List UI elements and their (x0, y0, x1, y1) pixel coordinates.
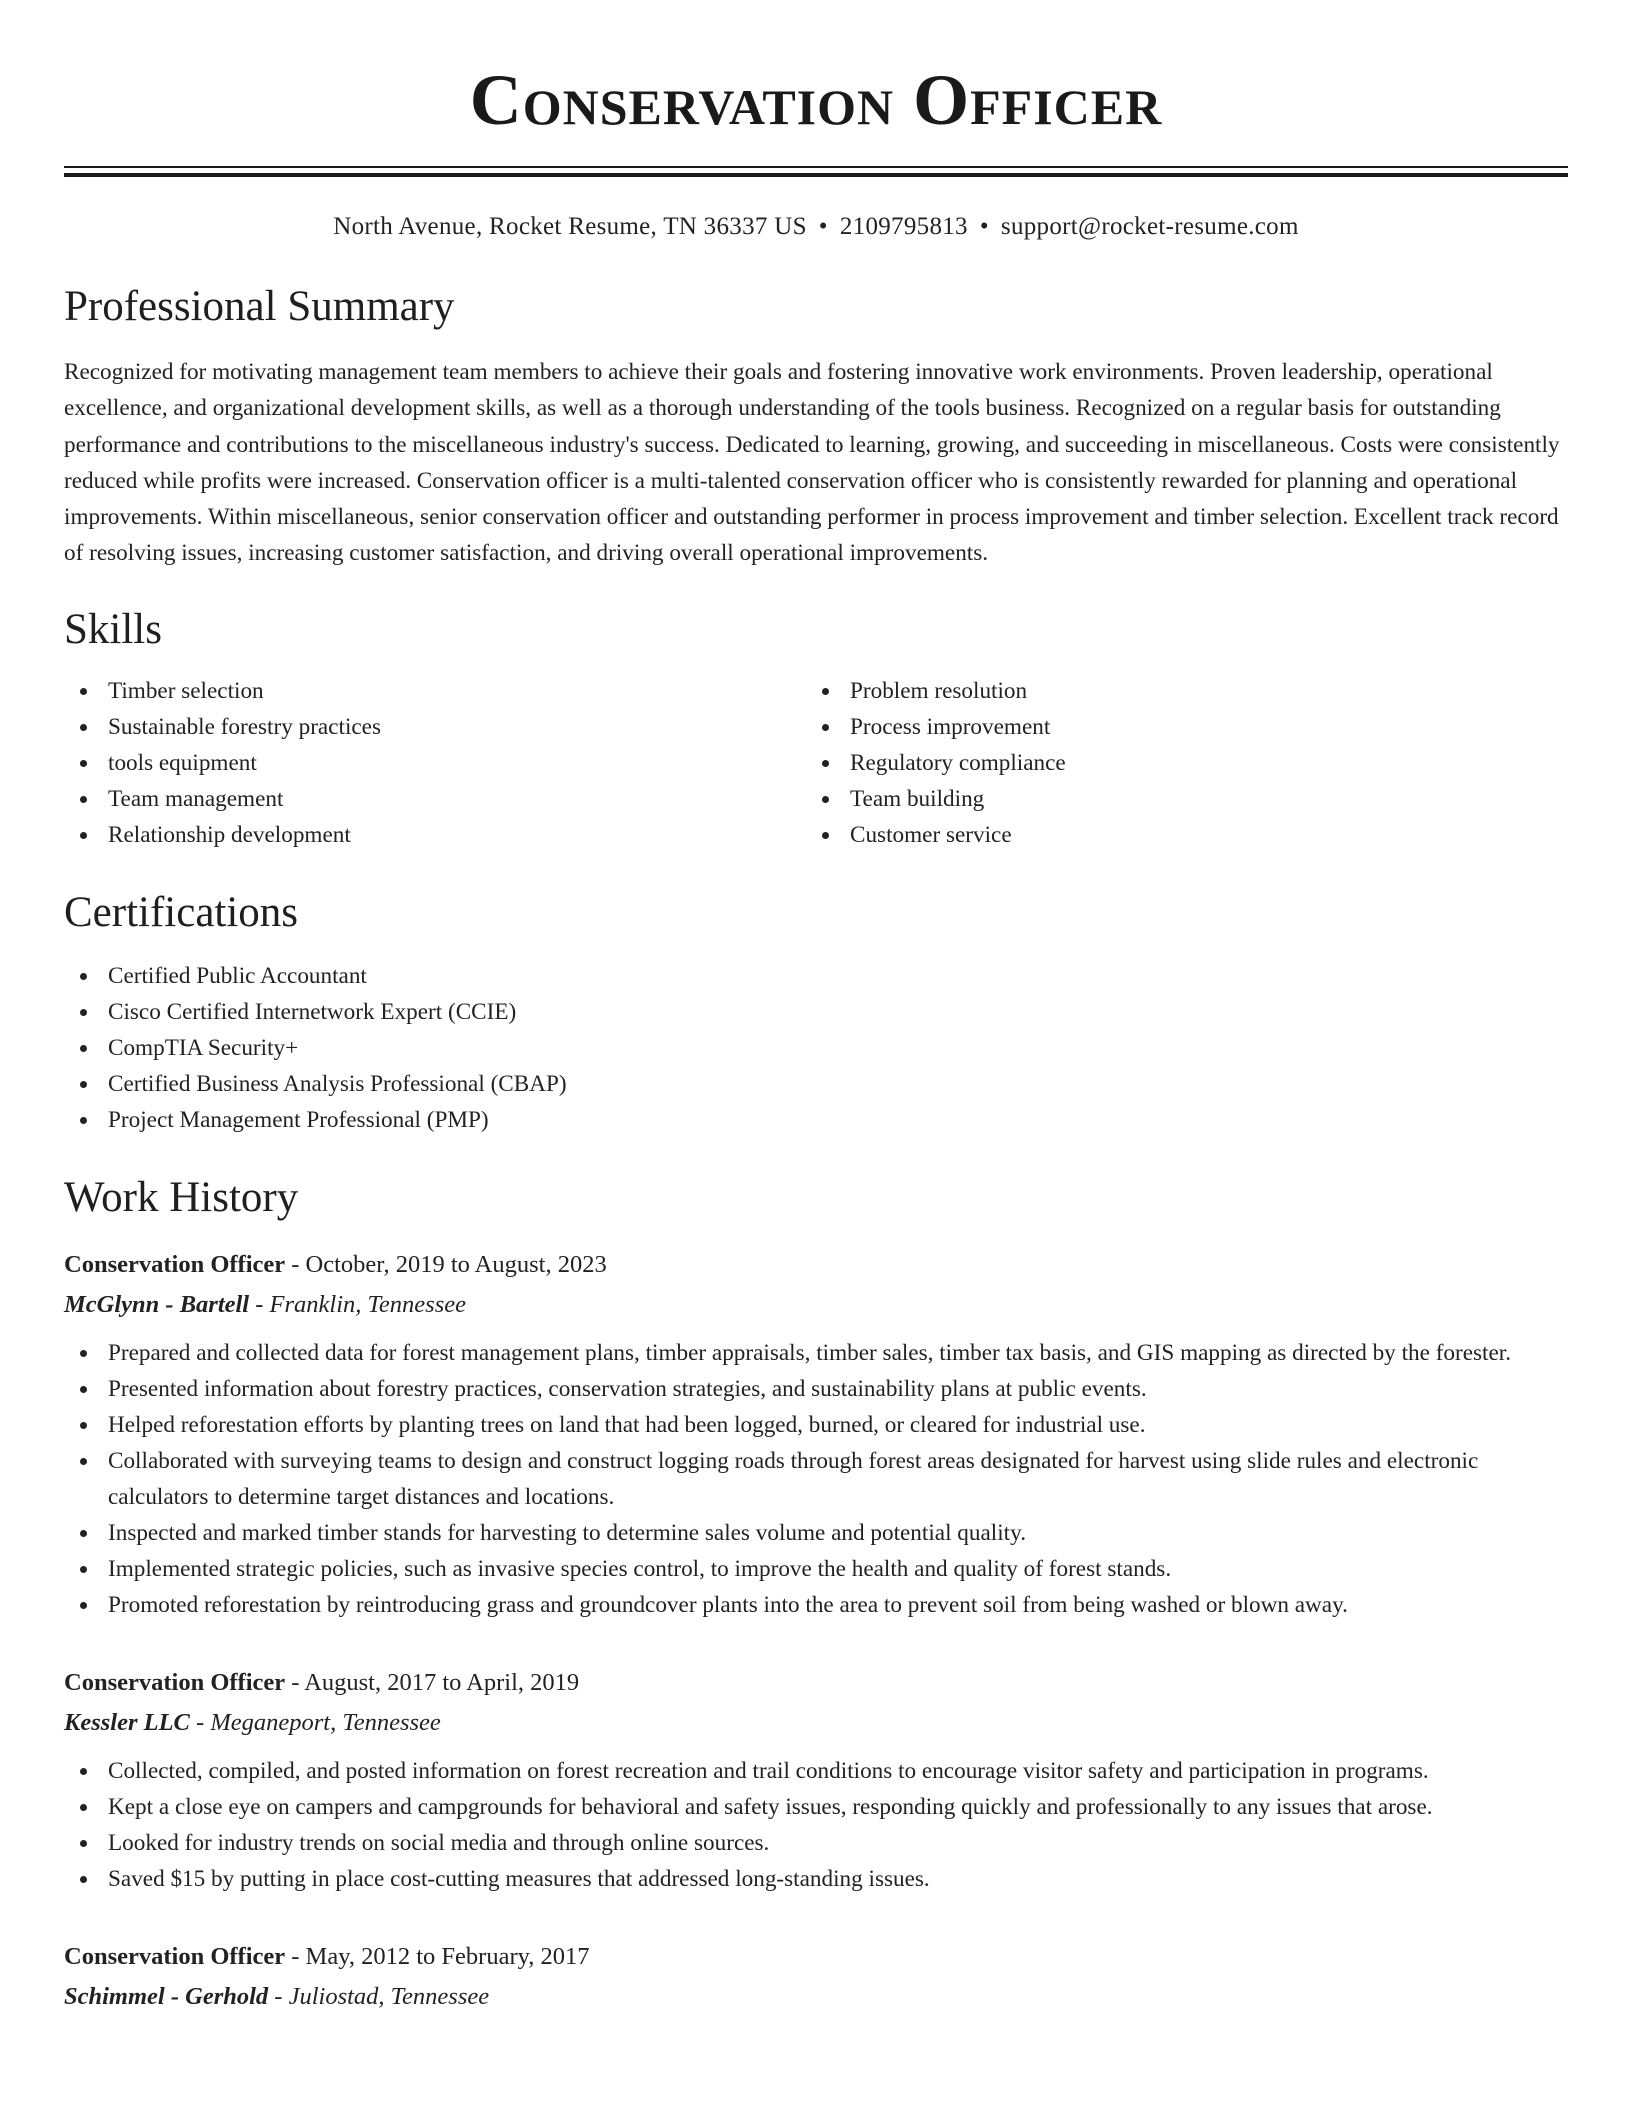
job-bullet: Collaborated with surveying teams to design and construct logging roads through forest areas designated for harvest using slide rules and electronic calculators to determine target distances and locations. (64, 1443, 1568, 1515)
job-title-line: Conservation Officer - October, 2019 to August, 2023 (64, 1250, 607, 1278)
job-bullet: Collected, compiled, and posted information on forest recreation and trail conditions to encourage visitor safety and participation in programs. (64, 1753, 1568, 1789)
job-bullet: Promoted reforestation by reintroducing grass and groundcover plants into the area to prevent soil from being washed or blown away. (64, 1587, 1568, 1623)
job-company: Kessler LLC (64, 1708, 190, 1736)
job-dates: October, 2019 to August, 2023 (305, 1250, 607, 1278)
job-title: Conservation Officer (64, 1668, 286, 1696)
skill-item: Sustainable forestry practices (64, 709, 806, 745)
job-title-line: Conservation Officer - August, 2017 to April, 2019 (64, 1668, 580, 1696)
resume-title: Conservation Officer (469, 60, 1163, 140)
skill-item: Process improvement (806, 709, 1548, 745)
job-entry (64, 1245, 1568, 1623)
certifications-heading: Certifications (64, 888, 299, 936)
job-dates: May, 2012 to February, 2017 (305, 1942, 590, 1970)
job-location: Juliostad, Tennessee (288, 1982, 490, 2010)
job-company-line: Kessler LLC - Meganeport, Tennessee (64, 1708, 441, 1736)
certification-item: Project Management Professional (PMP) (64, 1102, 1568, 1138)
skills-grid (64, 673, 1568, 853)
certification-item: CompTIA Security+ (64, 1030, 1568, 1066)
skill-item: Team building (806, 781, 1548, 817)
job-entry (64, 1937, 1568, 2017)
job-bullets (64, 1335, 1568, 1623)
certifications-list (64, 958, 1568, 1138)
job-company: Schimmel - Gerhold (64, 1982, 269, 2010)
job-company-line: McGlynn - Bartell - Franklin, Tennessee (64, 1290, 466, 1318)
job-bullet: Saved $15 by putting in place cost-cutting measures that addressed long-standing issues. (64, 1861, 1568, 1897)
skills-list-left (64, 673, 806, 853)
skills-heading: Skills (64, 605, 162, 653)
job-bullet: Prepared and collected data for forest management plans, timber appraisals, timber sales, timber tax basis, and GIS mapping as directed by the forester. (64, 1335, 1568, 1371)
job-entry (64, 1663, 1568, 1897)
job-title: Conservation Officer (64, 1250, 286, 1278)
certification-item: Certified Public Accountant (64, 958, 1568, 994)
skill-item: Team management (64, 781, 806, 817)
job-location: Franklin, Tennessee (269, 1290, 466, 1318)
contact-address: North Avenue, Rocket Resume, TN 36337 US (333, 213, 807, 240)
job-company: McGlynn - Bartell (64, 1290, 250, 1318)
summary-heading: Professional Summary (64, 283, 455, 330)
contact-line (64, 213, 1568, 241)
title-double-rule (64, 166, 1568, 177)
skill-item: Problem resolution (806, 673, 1548, 709)
resume-page (64, 0, 1568, 2017)
skill-item: Relationship development (64, 817, 806, 853)
contact-email: support@rocket-resume.com (1000, 213, 1299, 240)
job-bullet: Looked for industry trends on social media and through online sources. (64, 1825, 1568, 1861)
job-bullet: Implemented strategic policies, such as invasive species control, to improve the health and quality of forest stands. (64, 1551, 1568, 1587)
skills-list-right (806, 673, 1548, 853)
job-bullet: Kept a close eye on campers and campgrounds for behavioral and safety issues, responding quickly and professionally to any issues that arose. (64, 1789, 1568, 1825)
job-bullet: Presented information about forestry practices, conservation strategies, and sustainability plans at public events. (64, 1371, 1568, 1407)
job-bullets (64, 1753, 1568, 1897)
certification-item: Cisco Certified Internetwork Expert (CCIE) (64, 994, 1568, 1030)
certification-item: Certified Business Analysis Professional (CBAP) (64, 1066, 1568, 1102)
contact-separator: • (818, 213, 828, 240)
skill-item: Customer service (806, 817, 1548, 853)
skill-item: Regulatory compliance (806, 745, 1548, 781)
contact-phone: 2109795813 (839, 213, 968, 240)
summary-text: Recognized for motivating management team members to achieve their goals and fostering innovative work environments. Proven leadership, operational excellence, and organizational development skills, as well as a thorough understanding of the tools business. Recognized on a regular basis for outstanding performance and contributions to the miscellaneous industry's success. Dedicated to learning, growing, and succeeding in miscellaneous. Costs were consistently reduced while profits were increased. Conservation officer is a multi-talented conservation officer who is consistently rewarded for planning and operational improvements. Within miscellaneous, senior conservation officer and outstanding performer in process improvement and timber selection. Excellent track record of resolving issues, increasing customer satisfaction, and driving overall operational improvements. (64, 359, 1560, 567)
skills-column-left (64, 673, 806, 853)
job-dates: August, 2017 to April, 2019 (304, 1668, 580, 1696)
work-history-heading: Work History (64, 1173, 299, 1221)
job-bullet: Inspected and marked timber stands for harvesting to determine sales volume and potential quality. (64, 1515, 1568, 1551)
job-title: Conservation Officer (64, 1942, 286, 1970)
job-title-line: Conservation Officer - May, 2012 to February, 2017 (64, 1942, 590, 1970)
contact-separator: • (979, 213, 989, 240)
job-company-line: Schimmel - Gerhold - Juliostad, Tennessee (64, 1982, 490, 2010)
skill-item: Timber selection (64, 673, 806, 709)
skill-item: tools equipment (64, 745, 806, 781)
skills-column-right (806, 673, 1548, 853)
job-bullet: Helped reforestation efforts by planting trees on land that had been logged, burned, or cleared for industrial use. (64, 1407, 1568, 1443)
job-location: Meganeport, Tennessee (210, 1708, 441, 1736)
